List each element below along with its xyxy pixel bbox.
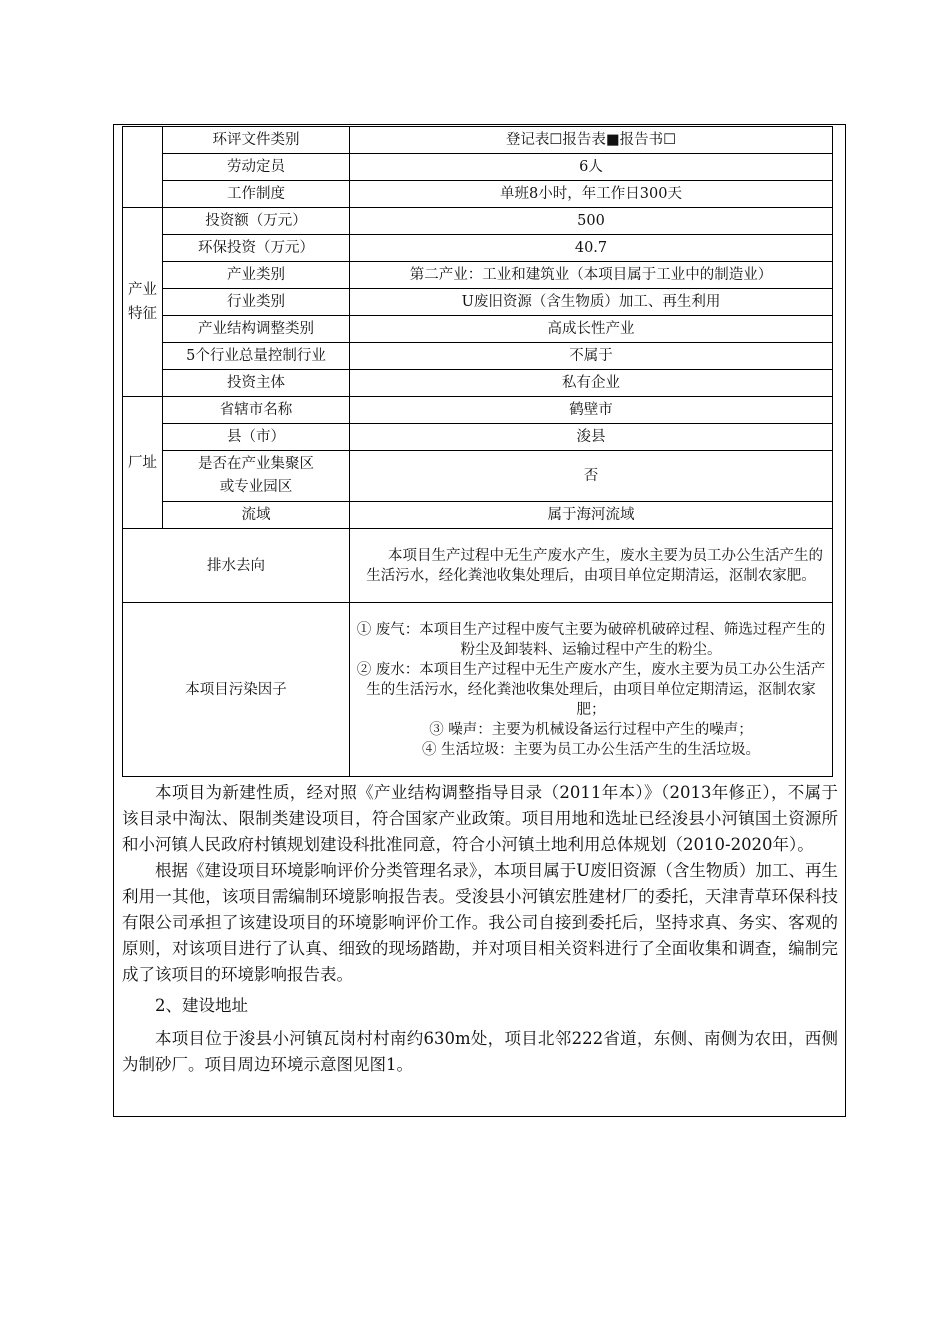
table-row <box>123 370 833 397</box>
row-value: 单班8小时，年工作日300天 <box>350 181 833 208</box>
table-row <box>123 181 833 208</box>
row-value: 高成长性产业 <box>350 316 833 343</box>
pollution-item-noise: ③ 噪声：主要为机械设备运行过程中产生的噪声； <box>429 721 753 738</box>
table-row <box>123 208 833 235</box>
table-row <box>123 397 833 424</box>
row-label: 行业类别 <box>163 289 350 316</box>
row-label: 劳动定员 <box>163 154 350 181</box>
row-label: 环保投资（万元） <box>163 235 350 262</box>
pollution-item-waste: ④ 生活垃圾：主要为员工办公生活产生的生活垃圾。 <box>421 741 761 758</box>
pollution-item-air: ① 废气：本项目生产过程中废气主要为破碎机破碎过程、筛选过程产生的粉尘及卸装料、运输过程中产生的粉尘。 <box>356 621 826 658</box>
site-group-cell <box>123 397 163 529</box>
industry-group-cell <box>123 208 163 397</box>
section-heading: 2、建设地址 <box>155 996 248 1015</box>
pollution-item-water: ② 废水：本项目生产过程中无生产废水产生，废水主要为员工办公生活产生的生活污水，经化粪池收集处理后，由项目单位定期清运，沤制农家肥； <box>356 661 826 718</box>
drainage-label: 排水去向 <box>123 529 350 603</box>
row-value: 40.7 <box>350 235 833 262</box>
body-text <box>122 780 838 1078</box>
row-label: 投资额（万元） <box>163 208 350 235</box>
table-row <box>123 235 833 262</box>
table-row <box>123 603 833 777</box>
row-value: 500 <box>350 208 833 235</box>
site-group-label: 厂址 <box>128 454 157 471</box>
row-value: 不属于 <box>350 343 833 370</box>
row-label: 环评文件类别 <box>163 127 350 154</box>
row-value: 浚县 <box>350 424 833 451</box>
blank-group-cell <box>123 127 163 208</box>
table-row <box>123 262 833 289</box>
table-row <box>123 502 833 529</box>
table-row <box>123 529 833 603</box>
row-value: 第二产业：工业和建筑业（本项目属于工业中的制造业） <box>350 262 833 289</box>
row-label: 省辖市名称 <box>163 397 350 424</box>
paragraph: 本项目为新建性质，经对照《产业结构调整指导目录（2011年本）》（2013年修正），不属于该目录中淘汰、限制类建设项目，符合国家产业政策。项目用地和选址已经浚县小河镇国土资源所和小河镇人民政府村镇规划建设科批准同意，符合小河镇土地利用总体规划（2010-2020年）。 <box>122 783 838 854</box>
row-value: 属于海河流域 <box>350 502 833 529</box>
row-label: 产业类别 <box>163 262 350 289</box>
row-label: 工作制度 <box>163 181 350 208</box>
table-row <box>123 343 833 370</box>
table-row <box>123 154 833 181</box>
row-label: 产业结构调整类别 <box>163 316 350 343</box>
table-row <box>123 424 833 451</box>
park-label-line-2: 或专业园区 <box>219 479 293 495</box>
row-value: 6人 <box>350 154 833 181</box>
row-label: 流域 <box>163 502 350 529</box>
row-value: 鹤壁市 <box>350 397 833 424</box>
row-value: 登记表☐报告表■报告书☐ <box>350 127 833 154</box>
paragraph: 本项目位于浚县小河镇瓦岗村村南约630m处，项目北邻222省道，东侧、南侧为农田，西侧为制砂厂。项目周边环境示意图见图1。 <box>122 1029 838 1074</box>
row-label <box>163 451 350 502</box>
park-label-line-1: 是否在产业集聚区 <box>198 456 314 472</box>
row-value: U废旧资源（含生物质）加工、再生利用 <box>350 289 833 316</box>
row-label: 5个行业总量控制行业 <box>163 343 350 370</box>
row-value: 否 <box>350 451 833 502</box>
pollution-label: 本项目污染因子 <box>123 603 350 777</box>
table-row <box>123 451 833 502</box>
pollution-factors <box>350 603 833 777</box>
table-row <box>123 127 833 154</box>
drainage-value: 本项目生产过程中无生产废水产生，废水主要为员工办公生活产生的生活污水，经化粪池收集处理后，由项目单位定期清运，沤制农家肥。 <box>350 529 833 603</box>
row-label: 县（市） <box>163 424 350 451</box>
paragraph: 根据《建设项目环境影响评价分类管理名录》，本项目属于U废旧资源（含生物质）加工、再生利用一其他，该项目需编制环境影响报告表。受浚县小河镇宏胜建材厂的委托，天津青草环保科技有限公司承担了该建设项目的环境影响评价工作。我公司自接到委托后，坚持求真、务实、客观的原则，对该项目进行了认真、细致的现场踏勘，并对项目相关资料进行了全面收集和调查，编制完成了该项目的环境影响报告表。 <box>122 861 838 984</box>
row-label: 投资主体 <box>163 370 350 397</box>
industry-group-label: 产业特征 <box>128 282 157 322</box>
table-row <box>123 289 833 316</box>
table-row <box>123 316 833 343</box>
row-value: 私有企业 <box>350 370 833 397</box>
project-info-table <box>122 126 833 777</box>
